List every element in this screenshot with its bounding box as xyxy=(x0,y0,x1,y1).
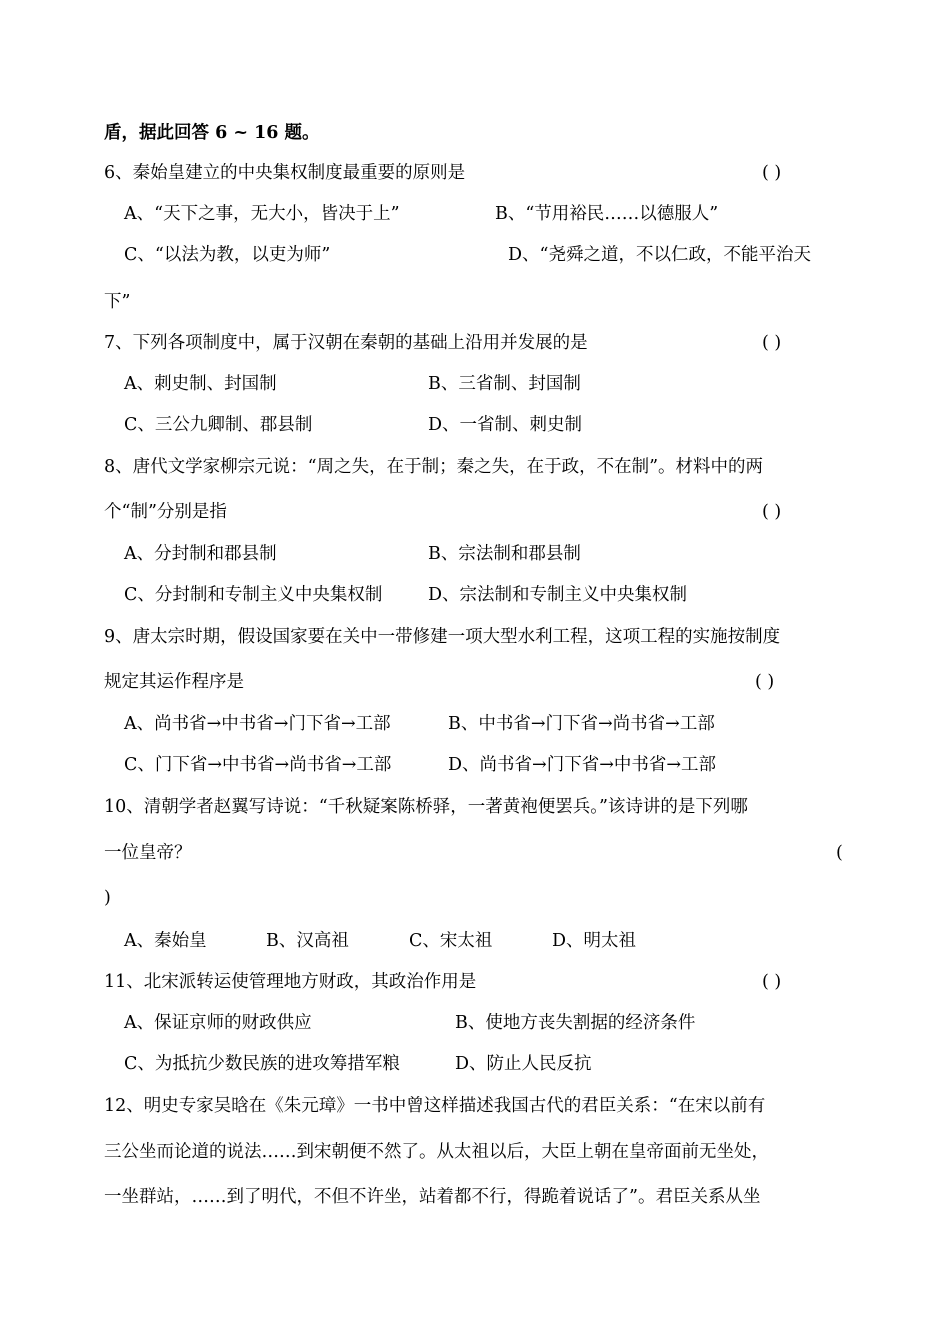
question-10-option-d: D、明太祖 xyxy=(552,931,637,951)
question-12-stem-line-2: 三公坐而论道的说法……到宋朝便不然了。从太祖以后，大臣上朝在皇帝面前无坐处， xyxy=(104,1142,769,1162)
question-8-option-d: D、宗法制和专制主义中央集权制 xyxy=(428,585,688,605)
question-7-stem: 7、下列各项制度中，属于汉朝在秦朝的基础上沿用并发展的是 xyxy=(104,333,588,353)
question-10-option-b: B、汉高祖 xyxy=(266,931,349,951)
question-10-option-a: A、秦始皇 xyxy=(124,931,207,951)
question-11-option-c: C、为抵抗少数民族的进攻筹措军粮 xyxy=(124,1054,400,1074)
question-11-option-a: A、保证京师的财政供应 xyxy=(124,1013,312,1033)
question-9-stem-line-2: 规定其运作程序是 xyxy=(104,672,244,692)
question-10-answer-paren-close: ) xyxy=(104,888,111,908)
question-12-stem-line-3: 一坐群站，……到了明代，不但不许坐，站着都不行，得跪着说话了”。君臣关系从坐 xyxy=(104,1187,761,1207)
question-6-option-a: A、“天下之事，无大小，皆决于上” xyxy=(124,204,400,224)
question-10-answer-paren-open: ( xyxy=(836,843,843,863)
question-7-answer-paren: ( ) xyxy=(762,333,782,353)
question-11-option-b: B、使地方丧失割据的经济条件 xyxy=(455,1013,696,1033)
question-11-option-d: D、防止人民反抗 xyxy=(455,1054,592,1074)
question-11-answer-paren: ( ) xyxy=(762,972,782,992)
question-6-option-d: D、“尧舜之道，不以仁政，不能平治天 xyxy=(508,245,811,265)
question-7-option-a: A、刺史制、封国制 xyxy=(124,374,277,394)
question-7-option-d: D、一省制、刺史制 xyxy=(428,415,583,435)
question-9-option-d: D、尚书省→门下省→中书省→工部 xyxy=(448,755,717,775)
question-8-stem-line-2: 个“制”分别是指 xyxy=(104,502,227,522)
question-8-option-b: B、宗法制和郡县制 xyxy=(428,544,581,564)
question-9-answer-paren: ( ) xyxy=(755,672,775,692)
question-8-stem: 8、唐代文学家柳宗元说：“周之失，在于制；秦之失，在于政，不在制”。材料中的两 xyxy=(104,457,764,477)
question-10-option-c: C、宋太祖 xyxy=(409,931,493,951)
question-7-option-b: B、三省制、封国制 xyxy=(428,374,581,394)
question-8-option-c: C、分封制和专制主义中央集权制 xyxy=(124,585,383,605)
question-7-option-c: C、三公九卿制、郡县制 xyxy=(124,415,313,435)
question-8-option-a: A、分封制和郡县制 xyxy=(124,544,277,564)
question-6-option-d-continuation: 下” xyxy=(104,292,131,312)
question-10-stem: 10、清朝学者赵翼写诗说：“千秋疑案陈桥驿，一著黄袍便罢兵。”该诗讲的是下列哪 xyxy=(104,797,748,817)
question-9-option-b: B、中书省→门下省→尚书省→工部 xyxy=(448,714,715,734)
question-6-option-c: C、“以法为教，以吏为师” xyxy=(124,245,331,265)
question-10-stem-line-2: 一位皇帝？ xyxy=(104,843,192,863)
question-11-stem: 11、北宋派转运使管理地方财政，其政治作用是 xyxy=(104,972,477,992)
question-9-stem: 9、唐太宗时期，假设国家要在关中一带修建一项大型水利工程，这项工程的实施按制度 xyxy=(104,627,781,647)
question-9-option-c: C、门下省→中书省→尚书省→工部 xyxy=(124,755,392,775)
question-6-stem: 6、秦始皇建立的中央集权制度最重要的原则是 xyxy=(104,163,466,183)
question-8-answer-paren: ( ) xyxy=(762,502,782,522)
question-6-option-b: B、“节用裕民……以德服人” xyxy=(495,204,719,224)
question-12-stem: 12、明史专家吴晗在《朱元璋》一书中曾这样描述我国古代的君臣关系：“在宋以前有 xyxy=(104,1096,766,1116)
section-intro: 盾，据此回答 6 ~ 16 题。 xyxy=(104,123,320,143)
question-6-answer-paren: ( ) xyxy=(762,163,782,183)
question-9-option-a: A、尚书省→中书省→门下省→工部 xyxy=(124,714,391,734)
